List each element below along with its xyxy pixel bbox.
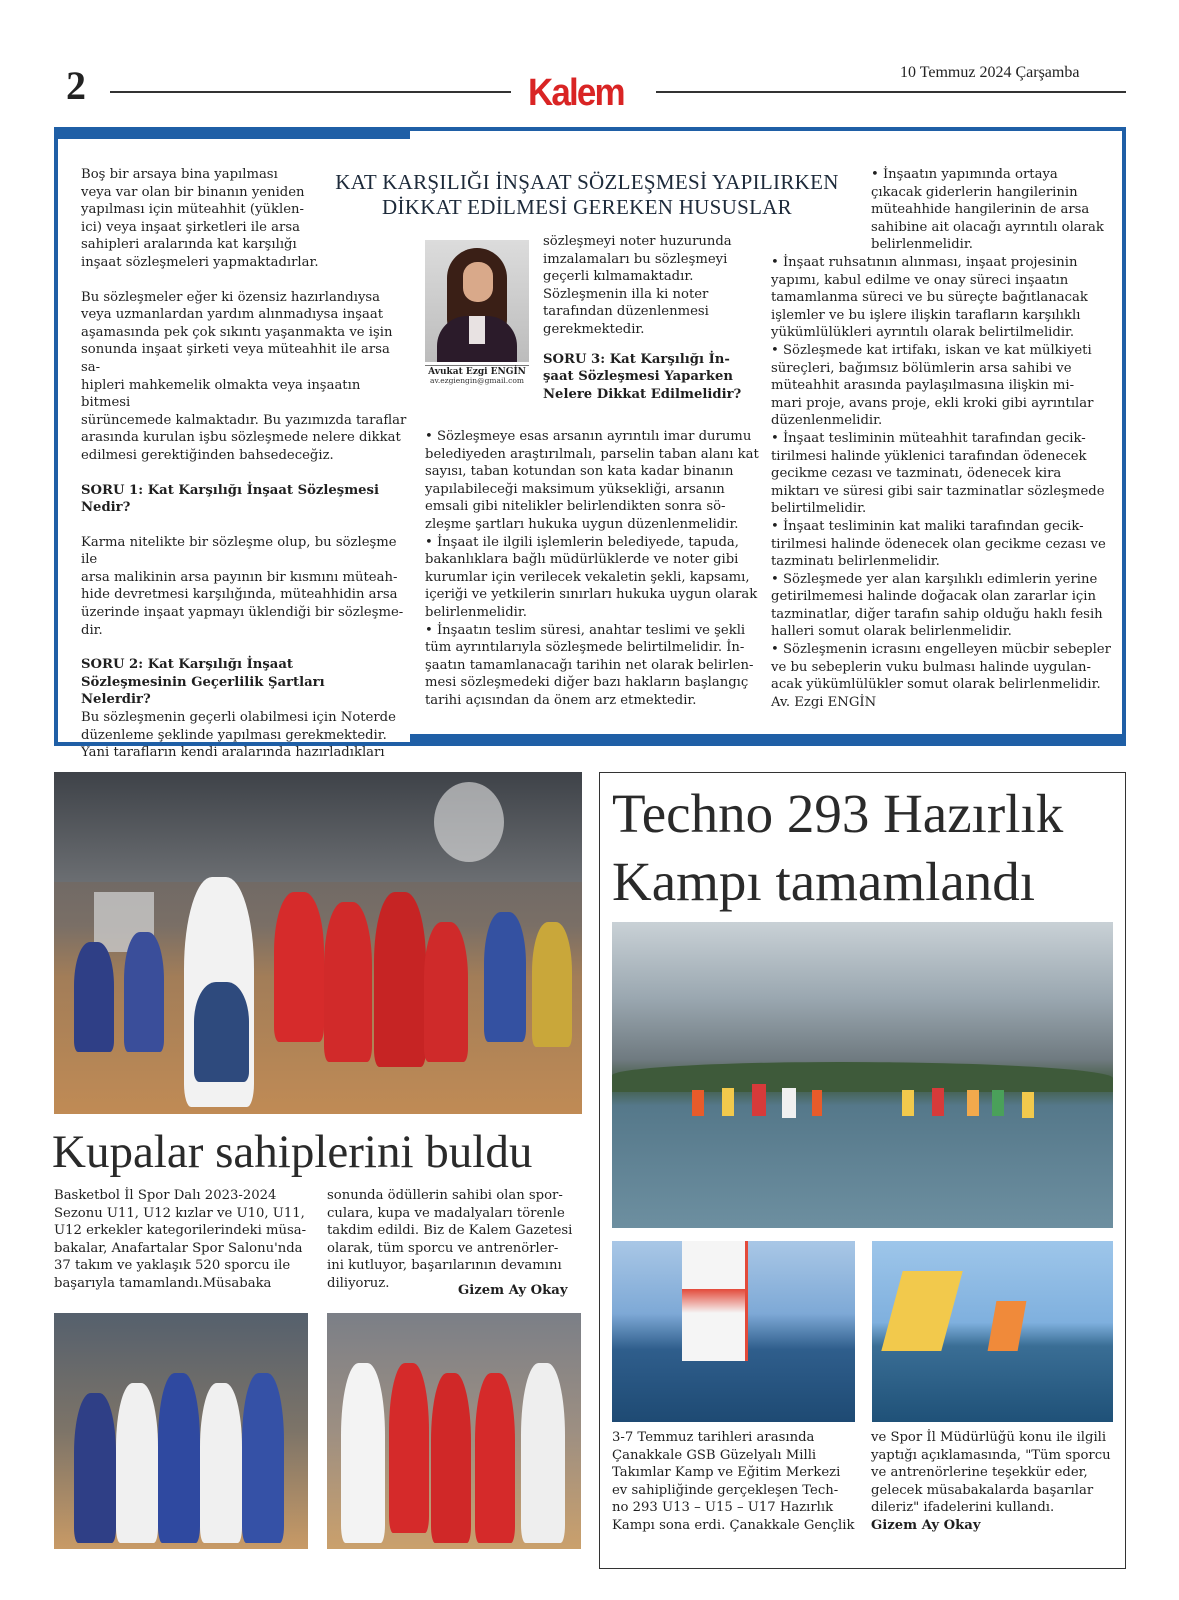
box-accent-top xyxy=(58,131,410,139)
basketball-team-photo-2 xyxy=(327,1313,581,1549)
author-email: av.ezgiengin@gmail.com xyxy=(430,376,524,385)
header-rule-left xyxy=(110,91,511,93)
header-rule-right xyxy=(656,91,1126,93)
law-paragraph: Karma nitelikte bir sözleşme olup, bu sözleşme ile arsa malikinin arsa payının bir kısmını müteah- hide devretmesi karşılığında, müteahhidin arsa üzerinde inşaat yapmayı üklendiği bir sözleşme- dir. xyxy=(81,534,404,638)
techno-byline: Gizem Ay Okay xyxy=(871,1518,981,1533)
basketball-byline: Gizem Ay Okay xyxy=(458,1283,568,1298)
newspaper-logo: Kalem xyxy=(528,72,624,114)
windsurfer-photo-2 xyxy=(872,1241,1113,1422)
law-bullet-list: • Sözleşmeye esas arsanın ayrıntılı imar durumu belediyeden araştırılmalı, parselin taban alanı kat sayısı, taban kotundan son kata kadar binanın yapılabileceği maksimum yüksekliği, arsanın emsali gibi nitelikler belirlendikten sonra sö- zleşme şartları hukuka uygun düzenlenmelidir. • İnşaat ile ilgili işlemlerin belediyede, tapuda, bakanlıklara bağlı müdürlüklerde ve noter gibi kurumlar için verilecek vekaletin şekli, kapsamı, içeriği ve yetkilerin sınırları hukuka uygun olarak belirlenmelidir. • İnşaatın teslim süresi, anahtar teslimi ve şekli tüm ayrıntılarıyla sözleşmede belirtilmelidir. İn- şaatın tamamlanacağı tarihin net olarak belirlen- mesi sözleşmedeki diğer bazı hakların başlangıç tarihi açısından da önem arz etmektedir. xyxy=(425,429,759,708)
basketball-team-photo-1 xyxy=(54,1313,308,1549)
law-column-1 xyxy=(81,166,411,762)
issue-date: 10 Temmuz 2024 Çarşamba xyxy=(900,64,1080,81)
techno-column-2: ve Spor İl Müdürlüğü konu ile ilgili yaptığı açıklamasında, "Tüm sporcu ve antrenörlerine teşekkür eder, gelecek müsabakalarda başarılar dileriz" ifadelerini kullandı. xyxy=(871,1430,1111,1516)
law-paragraph: sözleşmeyi noter huzurunda imzalamaları bu sözleşmeyi geçerli kılmamaktadır. Sözleşmenin illa ki noter tarafından düzenlenmesi gerekmektedir. xyxy=(543,234,732,337)
law-column-3-top xyxy=(871,166,1111,254)
techno-headline: Techno 293 Hazırlık Kampı tamamlandı xyxy=(612,783,1064,912)
basketball-column-1: Basketbol İl Spor Dalı 2023-2024 Sezonu U11, U12 kızlar ve U10, U11, U12 erkekler kategorilerindeki müsa- bakalar, Anafartalar Spor Salonu'nda 37 takım ve yaklaşık 520 sporcu ile başarıyla tamamlandı.Müsabaka xyxy=(54,1188,307,1291)
box-accent-bottom xyxy=(410,734,1126,742)
basketball-column-2: sonunda ödüllerin sahibi olan spor- culara, kupa ve madalyaları törenle takdim edildi. Biz de Kalem Gazetesi olarak, tüm sporcu ve antrenörler- ini kutluyor, başarılarının devamını diliyoruz. xyxy=(327,1188,573,1291)
question-heading-3: SORU 3: Kat Karşılığı İn- şaat Sözleşmesi Yaparken Nelere Dikkat Edilmelidir? xyxy=(543,351,742,402)
law-column-2 xyxy=(425,428,763,710)
basketball-ceremony-photo xyxy=(54,772,582,1114)
law-paragraph: Bu sözleşmenin geçerli olabilmesi için Noterde düzenleme şeklinde yapılması gerekmektedir. Yani tarafların kendi aralarında hazırladıkları xyxy=(81,710,396,761)
question-heading-2: SORU 2: Kat Karşılığı İnşaat Sözleşmesinin Geçerlilik Şartları Nelerdir? xyxy=(81,657,325,708)
author-caption: Avukat Ezgi ENGİN xyxy=(425,365,529,378)
author-photo xyxy=(425,240,529,362)
basketball-headline: Kupalar sahiplerini buldu xyxy=(52,1126,533,1178)
windsurfer-photo-1 xyxy=(612,1241,855,1422)
page-number: 2 xyxy=(66,63,86,108)
law-column-3 xyxy=(771,254,1116,711)
law-paragraph: Bu sözleşmeler eğer ki özensiz hazırlandıysa veya uzmanlardan yardım alınmadıysa inşaat aşamasında pek çok sıkıntı yaşanmakta ve işin sonunda inşaat şirketi veya müteahhit ile arsa sa- hipleri mahkemelik olmakta veya inşaatın bitmesi sürüncemede kalmaktadır. Bu yazımızda taraflar arasında kurulan işbu sözleşmede nelere dikkat edilmesi gerektiğinden bahsedeceğiz. xyxy=(81,289,407,463)
law-article-title: KAT KARŞILIĞI İNŞAAT SÖZLEŞMESİ YAPILIRKEN DİKKAT EDİLMESİ GEREKEN HUSUSLAR xyxy=(335,170,839,219)
law-paragraph: Boş bir arsaya bina yapılması veya var olan bir binanın yeniden yapılması için müteahhit (yüklen- ici) veya inşaat şirketleri ile arsa sahipleri aralarında kat karşılığı inşaat sözleşmeleri yapmaktadırlar. xyxy=(81,167,319,270)
techno-column-1: 3-7 Temmuz tarihleri arasında Çanakkale GSB Güzelyalı Milli Takımlar Kamp ve Eğitim Merkezi ev sahipliğinde gerçekleşen Tech- no 293 U13 – U15 – U17 Hazırlık Kampı sona erdi. Çanakkale Gençlik xyxy=(612,1430,855,1533)
law-bullet-list: • İnşaatın yapımında ortaya çıkacak giderlerin hangilerinin müteahhide hangilerinin de arsa sahibine ait olacağı ayrıntılı olarak belirlenmelidir. xyxy=(871,167,1104,253)
law-column-2-top xyxy=(543,233,753,403)
law-bullet-list: • İnşaat ruhsatının alınması, inşaat projesinin yapımı, kabul edilme ve onay süreci inşaatın tamamlanma süreci ve bu süreçte bağıtlanacak işlemler ve bu işlere ilişkin tarafların karşılıklı yükümlülükleri ayrıntılı olarak belirtilmelidir. • Sözleşmede kat irtifakı, iskan ve kat mülkiyeti süreçleri, bağımsız bölümlerin arsa sahibi ve müteahhit arasında paylaşılmasına ilişkin mi- mari proje, avans proje, ekli kroki gibi ayrıntılar düzenlenmelidir. • İnşaat tesliminin müteahhit tarafından gecik- tirilmesi halinde yüklenici tarafından ödenecek gecikme cezası ve tazminatı, ödenecek kira miktarı ve süresi gibi sair tazminatlar sözleşmede belirtilmelidir. • İnşaat tesliminin kat maliki tarafından gecik- tirilmesi halinde ödenecek olan gecikme cezası ve tazminatı belirlenmelidir. • Sözleşmede yer alan karşılıklı edimlerin yerine getirilmemesi halinde doğacak olan zararlar için tazminatlar, diğer tarafın sahip olduğu haklı fesih halleri somut olarak belirlenmelidir. • Sözleşmenin icrasını engelleyen mücbir sebepler ve bu sebeplerin vuku bulması halinde uygulan- acak yükümlülükler somut olarak belirlenmelidir. Av. Ezgi ENGİN xyxy=(771,255,1111,710)
windsurf-fleet-photo xyxy=(612,922,1113,1228)
question-heading-1: SORU 1: Kat Karşılığı İnşaat Sözleşmesi Nedir? xyxy=(81,482,379,516)
